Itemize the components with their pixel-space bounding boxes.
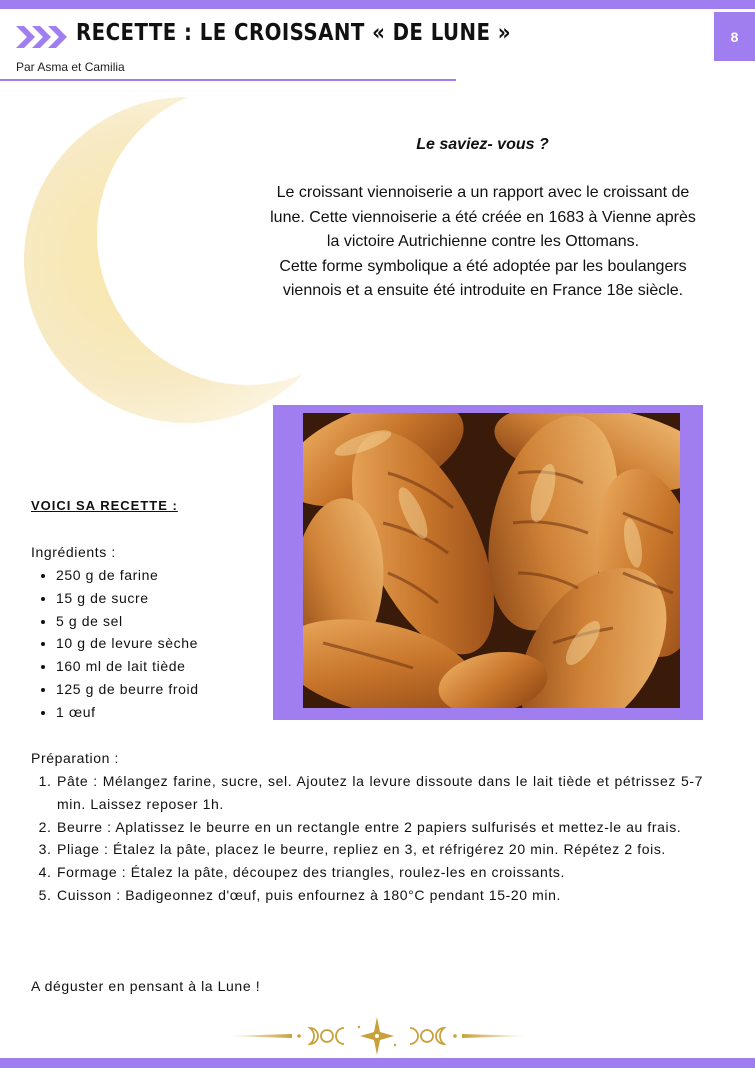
preparation-steps (31, 770, 703, 907)
fact-line: viennois et a ensuite été introduite en France 18e siècle. (282, 282, 684, 299)
fact-line: la victoire Autrichienne contre les Ottomans. (326, 233, 640, 250)
bottom-accent-bar (0, 1058, 755, 1068)
list-item: 4. Formage : Étalez la pâte, découpez des triangles, roulez-les en croissants. (56, 861, 703, 884)
list-item: • 160 ml de lait tiède (56, 655, 199, 678)
list-item: • 5 g de sel (56, 610, 199, 633)
list-item: • 10 g de levure sèche (56, 632, 199, 655)
list-item: • 1 œuf (56, 701, 199, 724)
recipe-heading: VOICI SA RECETTE : (31, 498, 178, 513)
list-item: 2. Beurre : Aplatissez le beurre en un rectangle entre 2 papiers sulfurisés et mettez-le au frais. (56, 816, 703, 839)
top-accent-bar (0, 0, 755, 9)
list-item: • 125 g de beurre froid (56, 678, 199, 701)
ingredients-label: Ingrédients : (31, 544, 116, 560)
croissants-photo (303, 413, 680, 708)
list-item: 5. Cuisson : Badigeonnez d'œuf, puis enfournez à 180°C pendant 15-20 min. (56, 884, 703, 907)
moon-phases-star-ornament (222, 1015, 532, 1055)
byline: Par Asma et Camilia (16, 60, 125, 74)
list-item: 1. Pâte : Mélangez farine, sucre, sel. Ajoutez la levure dissoute dans le lait tiède et pétrissez 5-7 min. Laissez reposer 1h. (56, 770, 703, 816)
closing-line: A déguster en pensant à la Lune ! (31, 978, 261, 994)
fact-line: Cette forme symbolique a été adoptée par les boulangers (279, 257, 687, 275)
fact-paragraph (248, 181, 718, 304)
list-item: • 15 g de sucre (56, 587, 199, 610)
preparation-label: Préparation : (31, 750, 119, 766)
page-number: 8 (714, 12, 755, 61)
triple-chevron-icon (16, 26, 68, 48)
fact-line: lune. Cette viennoiserie a été créée en 1683 à Vienne après (270, 208, 696, 226)
ingredients-list (31, 564, 199, 724)
fact-heading: Le saviez- vous ? (416, 136, 549, 153)
fact-line: Le croissant viennoiserie a un rapport avec le croissant de (276, 184, 690, 201)
header-divider (0, 79, 456, 81)
photo-frame (273, 405, 703, 720)
page-title: RECETTE : LE CROISSANT « DE LUNE » (76, 20, 511, 46)
list-item: • 250 g de farine (56, 564, 199, 587)
list-item: 3. Pliage : Étalez la pâte, placez le beurre, repliez en 3, et réfrigérez 20 min. Répétez 2 fois. (56, 838, 703, 861)
